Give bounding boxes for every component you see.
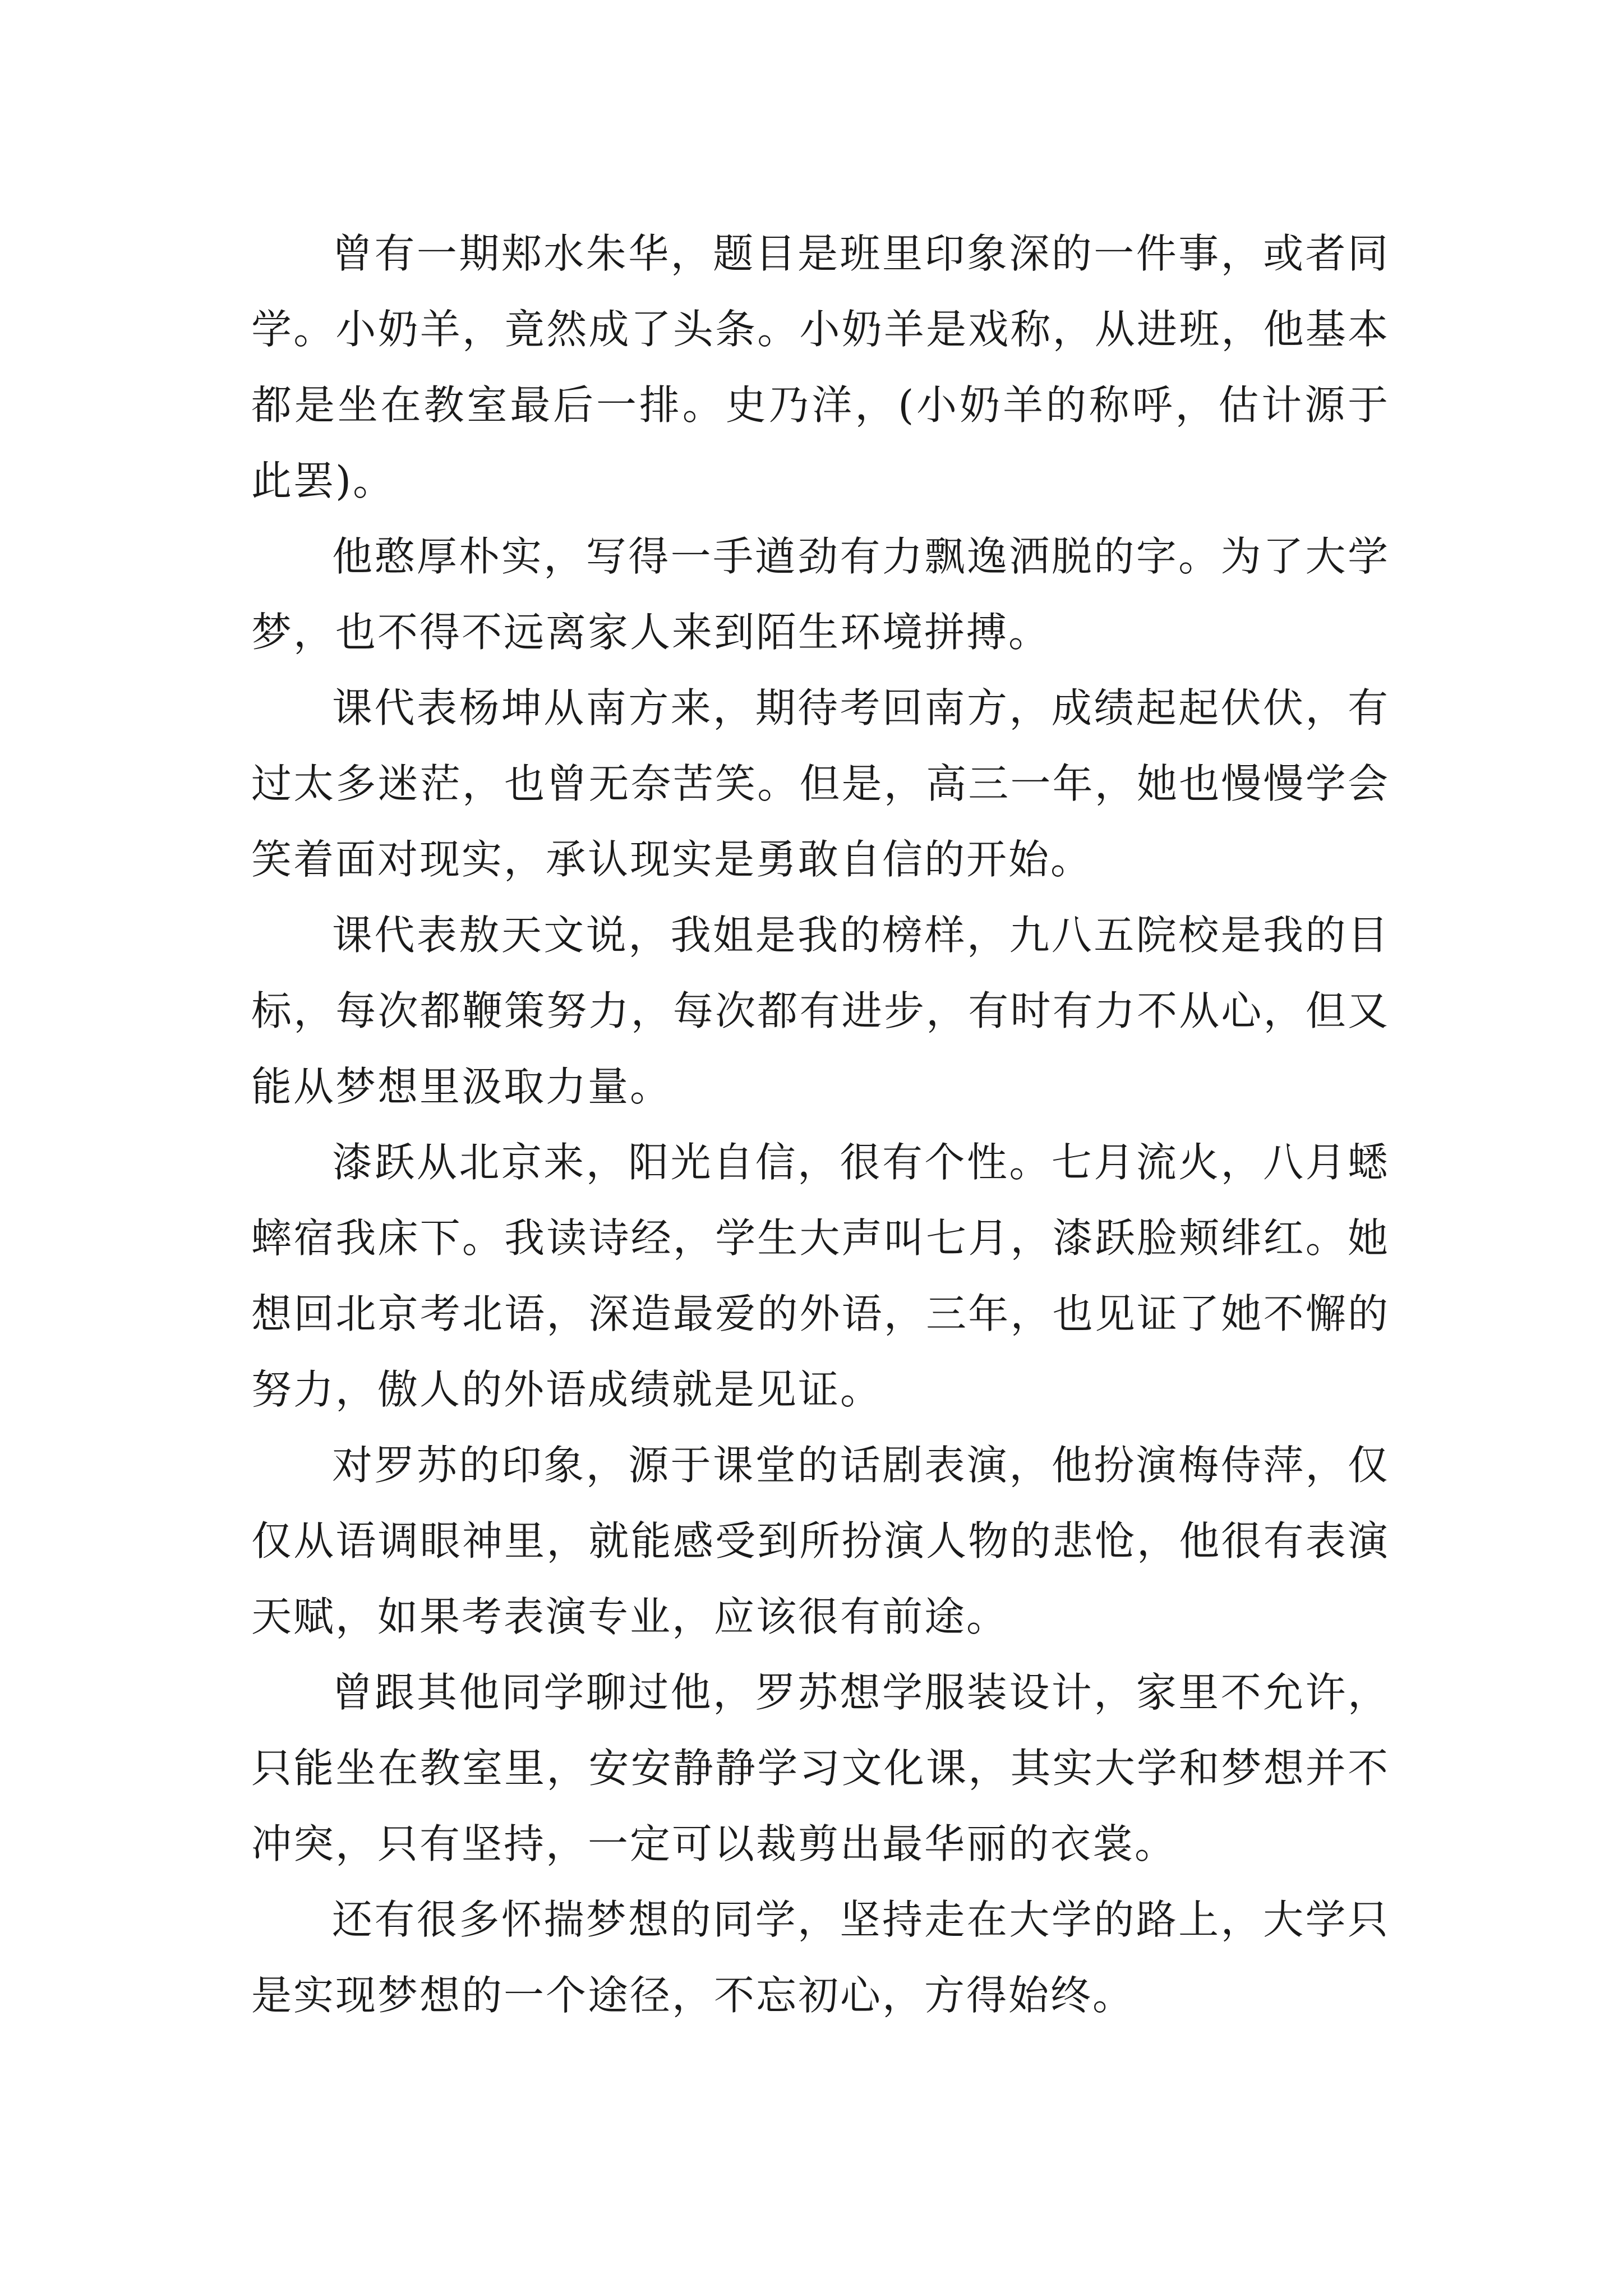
- paragraph: 课代表杨坤从南方来，期待考回南方，成绩起起伏伏，有过太多迷茫，也曾无奈苦笑。但是，高三一年，她也慢慢学会笑着面对现实，承认现实是勇敢自信的开始。: [251, 684, 1390, 883]
- paragraph: 曾有一期郏水朱华，题目是班里印象深的一件事，或者同学。小奶羊，竟然成了头条。小奶羊是戏称，从进班，他基本都是坐在教室最后一排。史乃洋，(小奶羊的称呼，估计源于此罢)。: [251, 230, 1390, 504]
- paragraph: 课代表敖天文说，我姐是我的榜样，九八五院校是我的目标，每次都鞭策努力，每次都有进步，有时有力不从心，但又能从梦想里汲取力量。: [251, 912, 1390, 1110]
- paragraph: 对罗苏的印象，源于课堂的话剧表演，他扮演梅侍萍，仅仅从语调眼神里，就能感受到所扮演人物的悲怆，他很有表演天赋，如果考表演专业，应该很有前途。: [251, 1442, 1390, 1640]
- paragraph: 还有很多怀揣梦想的同学，坚持走在大学的路上，大学只是实现梦想的一个途径，不忘初心，方得始终。: [251, 1896, 1390, 2019]
- paragraph: 漆跃从北京来，阳光自信，很有个性。七月流火，八月蟋蟀宿我床下。我读诗经，学生大声叫七月，漆跃脸颊绯红。她想回北京考北语，深造最爱的外语，三年，也见证了她不懈的努力，傲人的外语成绩就是见证。: [251, 1139, 1390, 1413]
- paragraph: 他憨厚朴实，写得一手遒劲有力飘逸洒脱的字。为了大学梦，也不得不远离家人来到陌生环境拼搏。: [251, 533, 1390, 656]
- article-body: [251, 216, 1390, 2033]
- paragraph: 曾跟其他同学聊过他，罗苏想学服装设计，家里不允许，只能坐在教室里，安安静静学习文化课，其实大学和梦想并不冲突，只有坚持，一定可以裁剪出最华丽的衣裳。: [251, 1669, 1390, 1867]
